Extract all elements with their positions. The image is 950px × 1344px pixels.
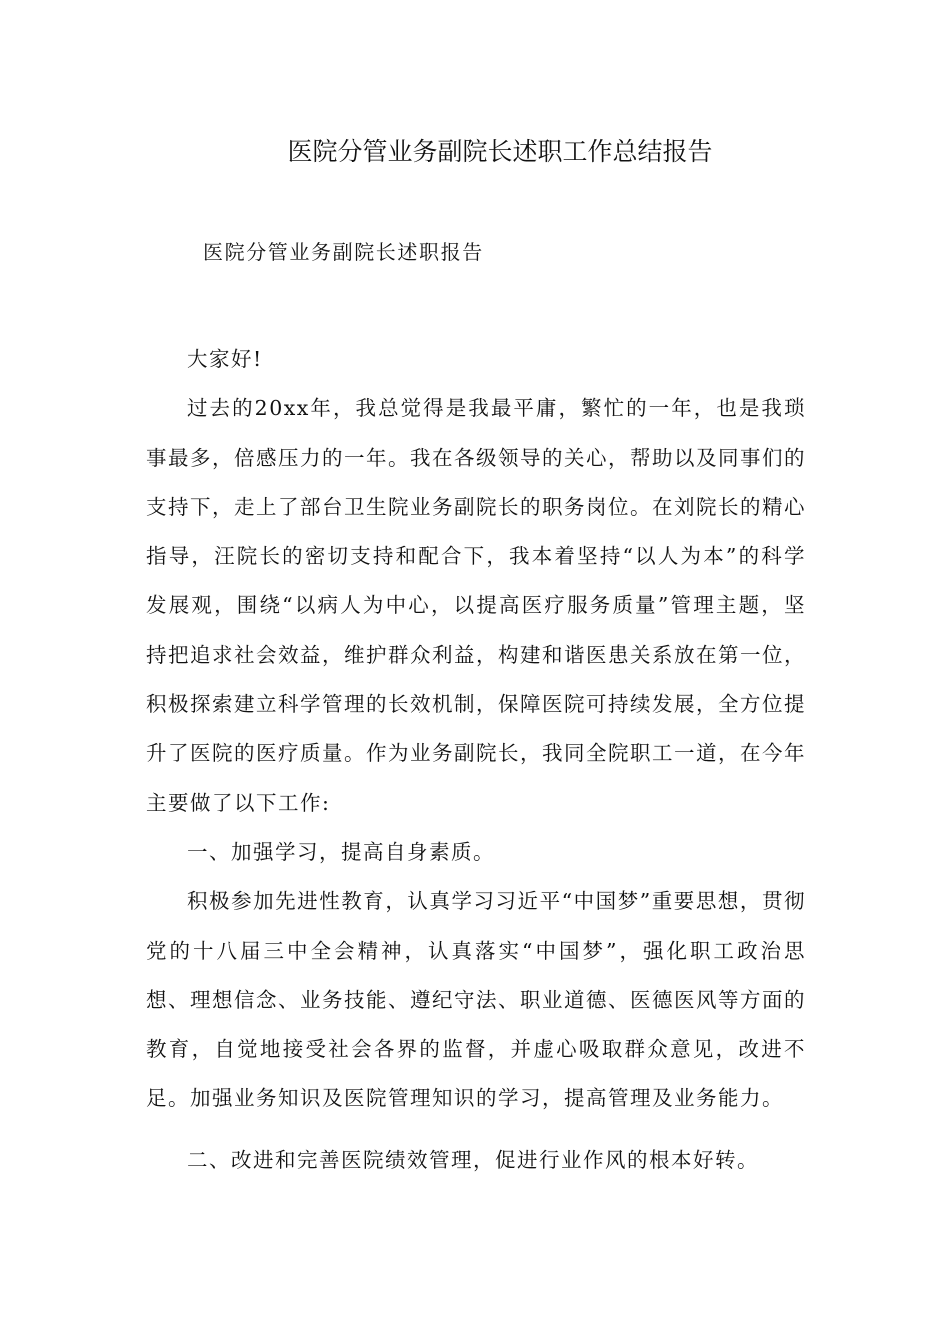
- greeting-paragraph: 大家好!: [187, 347, 263, 371]
- section-heading-2: 二、改进和完善医院绩效管理，促进行业作风的根本好转。: [187, 1147, 759, 1172]
- section-1-paragraph: 积极参加先进性教育，认真学习习近平“中国梦”重要思想，贯彻党的十八届三中全会精神，认真落实“中国梦”，强化职工政治思想、理想信念、业务技能、遵纪守法、职业道德、医德医风等方面的教育，自觉地接受社会各界的监督，并虚心吸取群众意见，改进不足。加强业务知识及医院管理知识的学习，提高管理及业务能力。: [146, 889, 806, 1111]
- intro-paragraph: 过去的20xx年，我总觉得是我最平庸，繁忙的一年，也是我琐事最多，倍感压力的一年。我在各级领导的关心，帮助以及同事们的支持下，走上了部台卫生院业务副院长的职务岗位。在刘院长的精心指导，汪院长的密切支持和配合下，我本着坚持“以人为本”的科学发展观，围绕“以病人为中心，以提高医疗服务质量”管理主题，坚持把追求社会效益，维护群众利益，构建和谐医患关系放在第一位，积极探索建立科学管理的长效机制，保障医院可持续发展，全方位提升了医院的医疗质量。作为业务副院长，我同全院职工一道，在今年主要做了以下工作:: [146, 396, 806, 815]
- document-body: [146, 335, 806, 1185]
- document-subtitle: 医院分管业务副院长述职报告: [203, 240, 484, 264]
- section-heading-1: 一、加强学习，提高自身素质。: [187, 839, 495, 864]
- document-title: 医院分管业务副院长述职工作总结报告: [287, 137, 713, 166]
